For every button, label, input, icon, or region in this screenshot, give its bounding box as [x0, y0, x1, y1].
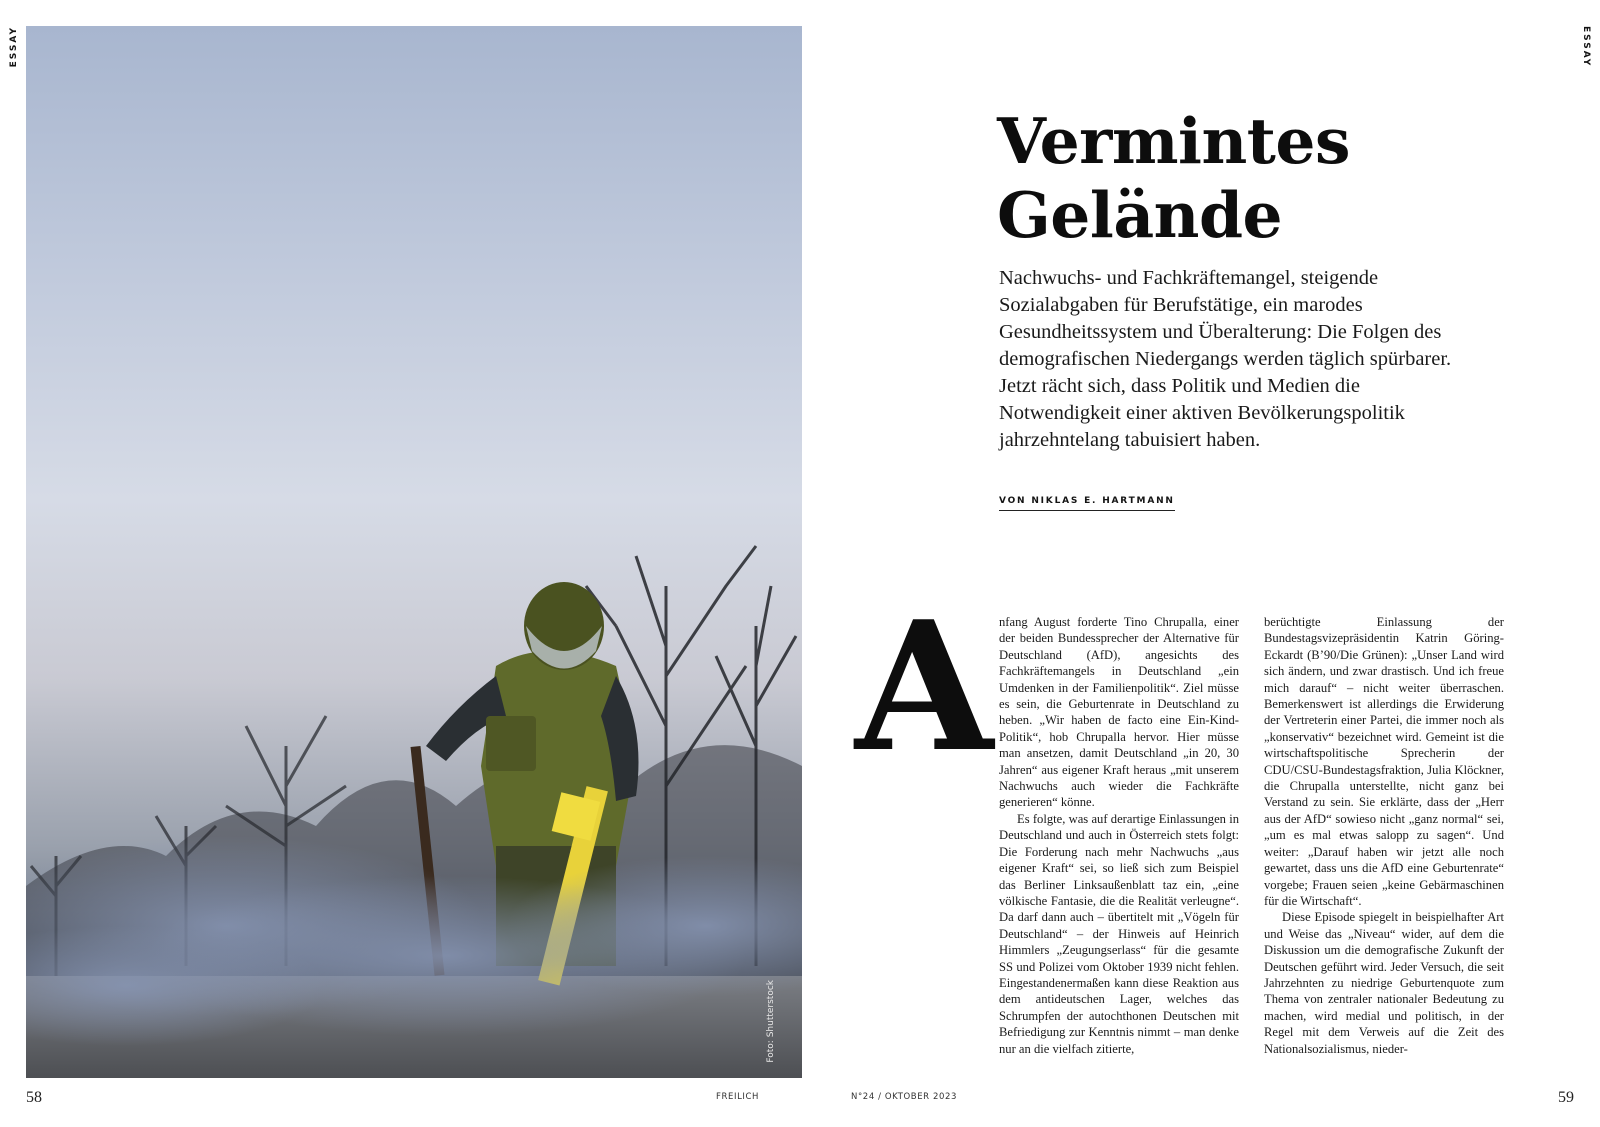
byline: VON NIKLAS E. HARTMANN	[999, 496, 1175, 511]
page-number-left: 58	[26, 1089, 42, 1106]
photo-credit: Foto: Shutterstock	[766, 980, 776, 1063]
body-column-1	[999, 614, 1239, 1057]
issue-info: N°24 / OKTOBER 2023	[851, 1092, 958, 1102]
section-label-left: ESSAY	[9, 26, 19, 68]
article-lead: Nachwuchs- und Fachkräftemangel, steigende Sozialabgaben für Berufstätige, ein marodes Gesundheitssystem und Überalterung: Die Folgen des demografischen Niedergangs werden täglich spürbarer. Jetzt rächt sich, dass Politik und Medien die Notwendigkeit einer aktiven Bevölkerungspolitik jahrzehntelang tabuisiert haben.	[999, 267, 1452, 451]
body-paragraph: Diese Episode spiegelt in beispielhafter Art und Weise das „Niveau“ wider, auf dem die Diskussion um die demografische Zukunft der Deutschen geführt wird. Jeder Versuch, die seit Jahrzehnten zu niedrige Geburtenquote zum Thema von zentraler nationaler Bedeutung zu machen, wird medial und politisch, in der Regel mit dem Verweis auf die Zeit des Nationalsozialismus, nieder-	[1264, 910, 1504, 1056]
feature-photo	[26, 26, 802, 1078]
body-paragraph: berüchtigte Einlassung der Bundestagsvizepräsidentin Katrin Göring-Eckardt (B’90/Die Grünen): „Unser Land wird sich ändern, und zwar drastisch. Und ich freue mich darauf“ – nicht weiter überraschen. Bemerkenswert ist allerdings die Erwiderung der Vertreterin einer Partei, die immer noch als „konservativ“ bezeichnet wird. Gemeint ist die wirtschaftspolitische Sprecherin der CDU/CSU-Bundestagsfraktion, Julia Klöckner, die Chrupalla unterstellte, nicht ganz bei Verstand zu sein. Sie erklärte, dass der „Herr aus der AfD“ sowieso nicht „ganz normal“ sei, „um es mal etwas salopp zu sagen“. Und weiter: „Darauf haben wir jetzt alle noch gewartet, dass uns die AfD eine Geburtenrate“ vorgebe; Frauen seien „keine Gebärmaschinen für die Wirtschaft“.	[1264, 615, 1504, 908]
drop-cap: A	[855, 582, 994, 791]
page-number-right: 59	[1558, 1089, 1574, 1106]
title-line-1: Vermintes	[997, 104, 1350, 178]
photo-illustration	[26, 26, 802, 1078]
article-title	[997, 104, 1350, 252]
title-line-2: Gelände	[997, 178, 1283, 252]
body-paragraph: nfang August forderte Tino Chrupalla, einer der beiden Bundessprecher der Alternative für Deutschland (AfD), angesichts des Fachkräftemangels in Deutschland „ein Umdenken in der Familienpolitik“. Ziel müsse es sein, die Geburtenrate in Deutschland zu heben. „Wir haben de facto eine Ein-Kind-Politik“, hob Chrupalla hervor. Hier müsse man ansetzen, damit Deutschland „in 20, 30 Jahren“ aus eigener Kraft heraus „mit unserem Nachwuchs auch wieder die Fachkräfte generieren“ könne.	[999, 615, 1239, 810]
body-paragraph: Es folgte, was auf derartige Einlassungen in Deutschland und auch in Österreich stets folgt: Die Forderung nach mehr Nachwuchs „aus eigener Kraft“ sei, so ließ sich zum Beispiel das Berliner Linksaußenblatt taz ein, „eine völkische Fantasie, die die Realität verleugne“. Da darf dann auch – übertitelt mit „Vögeln für Deutschland“ – der Hinweis auf Heinrich Himmlers „Zeugungserlass“ für die gesamte SS und Polizei vom Oktober 1939 nicht fehlen. Eingestandenermaßen kann diese Reaktion aus dem antideutschen Lager, welches das Schrumpfen der autochthonen Deutschen mit Befriedigung zur Kenntnis nimmt – man denke nur an die vielfach zitierte,	[999, 811, 1239, 1056]
body-column-2	[1264, 614, 1504, 1057]
section-label-right: ESSAY	[1581, 26, 1591, 68]
magazine-name: FREILICH	[716, 1092, 760, 1102]
